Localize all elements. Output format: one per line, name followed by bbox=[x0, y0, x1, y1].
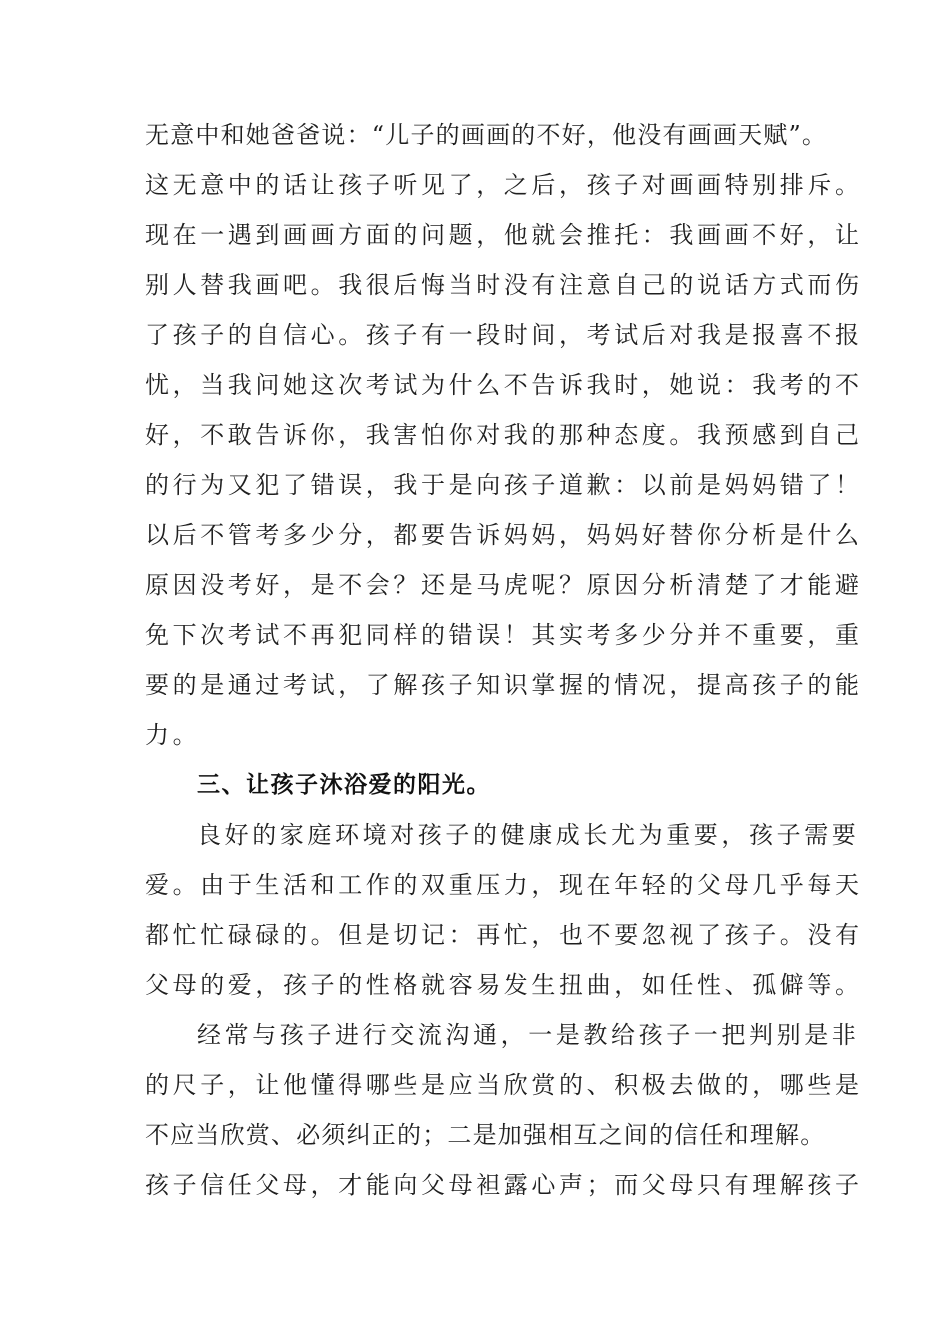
text-line: 都忙忙碌碌的。但是切记：再忙，也不要忽视了孩子。没有 bbox=[145, 921, 863, 949]
text-line: 原因没考好，是不会？还是马虎呢？原因分析清楚了才能避 bbox=[145, 571, 863, 599]
text-line: 孩子信任父母，才能向父母袒露心声；而父母只有理解孩子 bbox=[145, 1171, 863, 1199]
text-line: 了孩子的自信心。孩子有一段时间，考试后对我是报喜不报 bbox=[145, 321, 863, 349]
text-line: 力。 bbox=[145, 721, 201, 749]
paragraph-3 bbox=[145, 1010, 863, 1210]
text-line: 以后不管考多少分，都要告诉妈妈，妈妈好替你分析是什么 bbox=[145, 521, 863, 549]
paragraph-2 bbox=[145, 810, 863, 1010]
paragraph-1 bbox=[145, 110, 863, 760]
text-line: 经常与孩子进行交流沟通，一是教给孩子一把判别是非 bbox=[197, 1021, 860, 1049]
text-line: 这无意中的话让孩子听见了，之后，孩子对画画特别排斥。 bbox=[145, 171, 863, 199]
text-line: 忧，当我问她这次考试为什么不告诉我时，她说：我考的不 bbox=[145, 371, 863, 399]
text-line: 好，不敢告诉你，我害怕你对我的那种态度。我预感到自己 bbox=[145, 421, 863, 449]
text-line: 无意中和她爸爸说：“儿子的画画的不好，他没有画画天赋”。 bbox=[145, 121, 828, 149]
text-line: 父母的爱，孩子的性格就容易发生扭曲，如任性、孤僻等。 bbox=[145, 971, 863, 999]
text-line: 别人替我画吧。我很后悔当时没有注意自己的说话方式而伤 bbox=[145, 271, 863, 299]
text-line: 现在一遇到画画方面的问题，他就会推托：我画画不好，让 bbox=[145, 221, 863, 249]
text-line: 的尺子，让他懂得哪些是应当欣赏的、积极去做的，哪些是 bbox=[145, 1071, 863, 1099]
text-line: 免下次考试不再犯同样的错误！其实考多少分并不重要，重 bbox=[145, 621, 863, 649]
text-line: 不应当欣赏、必须纠正的；二是加强相互之间的信任和理解。 bbox=[145, 1121, 826, 1149]
text-line: 要的是通过考试，了解孩子知识掌握的情况，提高孩子的能 bbox=[145, 671, 863, 699]
text-line: 的行为又犯了错误，我于是向孩子道歉：以前是妈妈错了！ bbox=[145, 471, 863, 499]
text-line: 良好的家庭环境对孩子的健康成长尤为重要，孩子需要 bbox=[197, 821, 860, 849]
body-text bbox=[145, 110, 863, 1210]
text-line: 爱。由于生活和工作的双重压力，现在年轻的父母几乎每天 bbox=[145, 871, 863, 899]
section-heading: 三、让孩子沐浴爱的阳光。 bbox=[197, 772, 491, 798]
